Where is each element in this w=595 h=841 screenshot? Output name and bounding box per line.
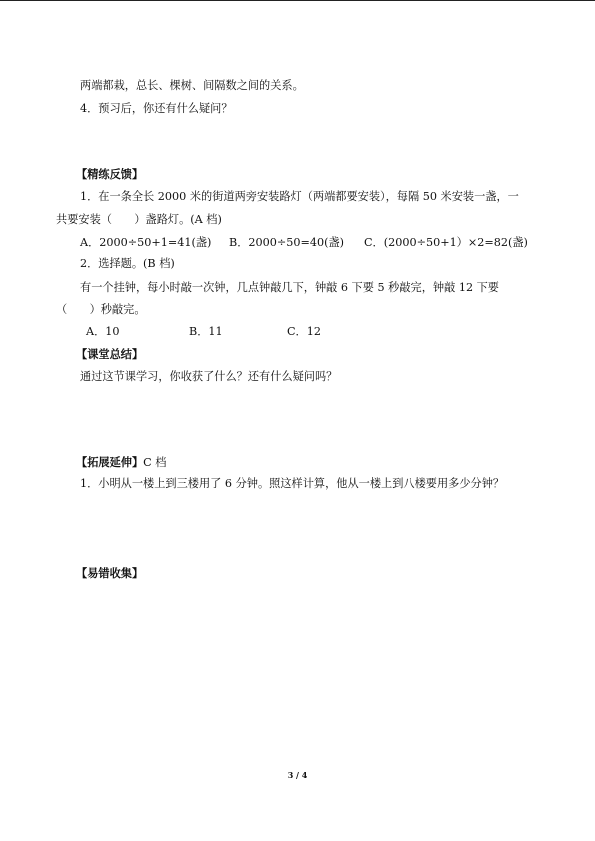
preview-line-cont: 两端都栽，总长、棵树、间隔数之间的关系。 [80, 79, 304, 92]
practice-q1-option-c: C．(2000÷50+1）×2=82(盏) [364, 236, 528, 249]
practice-q2-option-c: C．12 [287, 325, 321, 338]
practice-q2-option-b: B．11 [189, 325, 223, 338]
practice-q1-line2: 共要安装（ ）盏路灯。(A 档) [56, 213, 222, 226]
practice-q1-option-b: B．2000÷50=40(盏) [229, 236, 345, 249]
practice-q2-line1: 有一个挂钟，每小时敲一次钟，几点钟敲几下，钟敲 6 下要 5 秒敲完，钟敲 12 下要 [80, 281, 499, 294]
extension-q1: 1．小明从一楼上到三楼用了 6 分钟。照这样计算，他从一楼上到八楼要用多少分钟？ [80, 477, 505, 490]
practice-heading: 【精练反馈】 [76, 167, 144, 181]
summary-heading: 【课堂总结】 [76, 347, 144, 361]
extension-heading: 【拓展延伸】 [76, 455, 144, 469]
extension-grade: C 档 [143, 456, 167, 469]
practice-q2-option-a: A．10 [86, 325, 120, 338]
practice-q1-option-a: A．2000÷50+1=41(盏) [80, 236, 212, 249]
summary-text: 通过这节课学习，你收获了什么？还有什么疑问吗？ [80, 370, 338, 383]
top-border [0, 0, 595, 1]
practice-q1-line1: 1．在一条全长 2000 米的街道两旁安装路灯（两端都要安装），每隔 50 米安装一盏，一 [80, 190, 519, 203]
preview-question-4: 4．预习后，你还有什么疑问？ [80, 102, 233, 115]
practice-q2-title: 2．选择题。(B 档) [80, 257, 175, 270]
mistakes-heading: 【易错收集】 [76, 566, 144, 580]
extension-heading-row [76, 455, 166, 470]
practice-q2-line2: （ ）秒敲完。 [56, 303, 146, 316]
page-number: 3 / 4 [287, 770, 308, 780]
